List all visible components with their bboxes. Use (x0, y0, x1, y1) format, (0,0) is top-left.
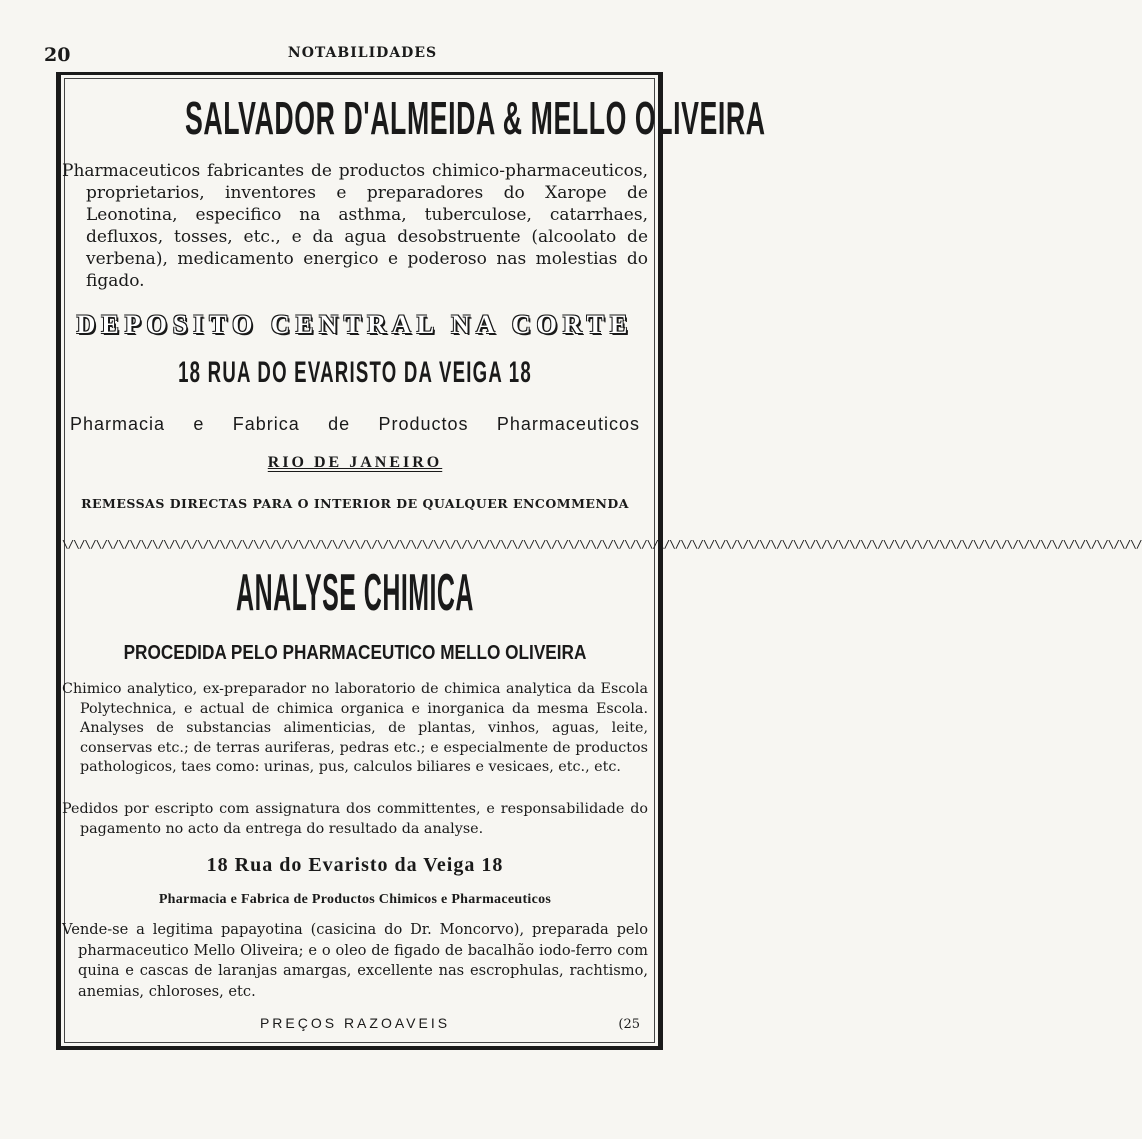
analysis-address: 18 Rua do Evaristo da Veiga 18 (206, 854, 504, 876)
sales-paragraph: Vende-se a legitima papayotina (casicina do Dr. Moncorvo), preparada pelo pharmaceutico Mello Oliveira; e o oleo de figado de bacalhão iodo-ferro com quina e cascas de laranjas amargas, excellente nas escrophulas, rachtismo, anemias, chloroses, etc. (62, 921, 648, 1000)
remittance-notice: REMESSAS DIRECTAS PARA O INTERIOR DE QUALQUER ENCOMMENDA (81, 496, 629, 511)
pharmacy-word: Productos (378, 414, 469, 434)
deposit-heading: DEPOSITO CENTRAL NA CORTE (76, 310, 634, 339)
pharmacy-word: e (193, 414, 205, 434)
pharmacy-line (62, 414, 648, 435)
running-title: NOTABILIDADES (287, 45, 438, 61)
pharmacy-word: Pharmaceuticos (496, 414, 640, 434)
city-name: RIO DE JANEIRO (267, 454, 443, 471)
pharmacy-word: Fabrica (232, 414, 300, 434)
analysis-subheading: PROCEDIDA PELO PHARMACEUTICO MELLO OLIVEIRA (123, 642, 587, 664)
orders-paragraph: Pedidos por escripto com assignatura dos committentes, e responsabilidade do pagamento no acto da entrega do resultado da analyse. (62, 801, 648, 837)
firm-intro-paragraph: Pharmaceuticos fabricantes de productos chimico-pharmaceuticos, proprietarios, inventores e preparadores do Xarope de Leonotina, especifico na asthma, tuberculose, catarrhaes, defluxos, tosses, etc., e da agua desobstruente (alcoolato de verbena), medicamento energico e poderoso nas molestias do figado. (62, 161, 648, 291)
analysis-description: Chimico analytico, ex-preparador no laboratorio de chimica analytica da Escola Polytechnica, e actual de chimica organica e inorganica da mesma Escola. Analyses de substancias alimenticias, de plantas, vinhos, aguas, leite, conservas etc.; de terras auriferas, pedras etc.; e especialmente de productos pathologicos, taes como: urinas, pus, calculos biliares e vesicaes, etc., etc. (62, 681, 648, 776)
deposit-address: 18 RUA DO EVARISTO DA VEIGA 18 (178, 356, 532, 389)
analysis-heading: ANALYSE CHIMICA (236, 564, 474, 622)
analysis-pharmacy-line: Pharmacia e Fabrica de Productos Chimicos e Pharmaceuticos (158, 892, 552, 907)
pharmacy-word: de (328, 414, 351, 434)
page-reference: (25 (618, 1017, 640, 1032)
zigzag-divider: \/\/\/\/\/\/\/\/\/\/\/\/\/\/\/\/\/\/\/\/\/\/\/\/\/\/\/\/\/\/\/\/\/\/\/\/\/\/\/\/\/\/\/\/\/\/\/\/\/\/\/\/\/\/\/\/\/\/\/\/\/\/\/\/\/\/\/\/\/\/\/\/\/\/\/\/\/\/\/\/\/\/\/\/\/\/\/\/\/\/\/\/\/\/\/\/ (62, 538, 1142, 551)
pharmacy-word: Pharmacia (70, 414, 166, 434)
prices-line: PREÇOS RAZOAVEIS (259, 1015, 451, 1031)
firm-name: SALVADOR D'ALMEIDA & MELLO OLIVEIRA (185, 92, 766, 144)
page-number: 20 (44, 44, 71, 66)
